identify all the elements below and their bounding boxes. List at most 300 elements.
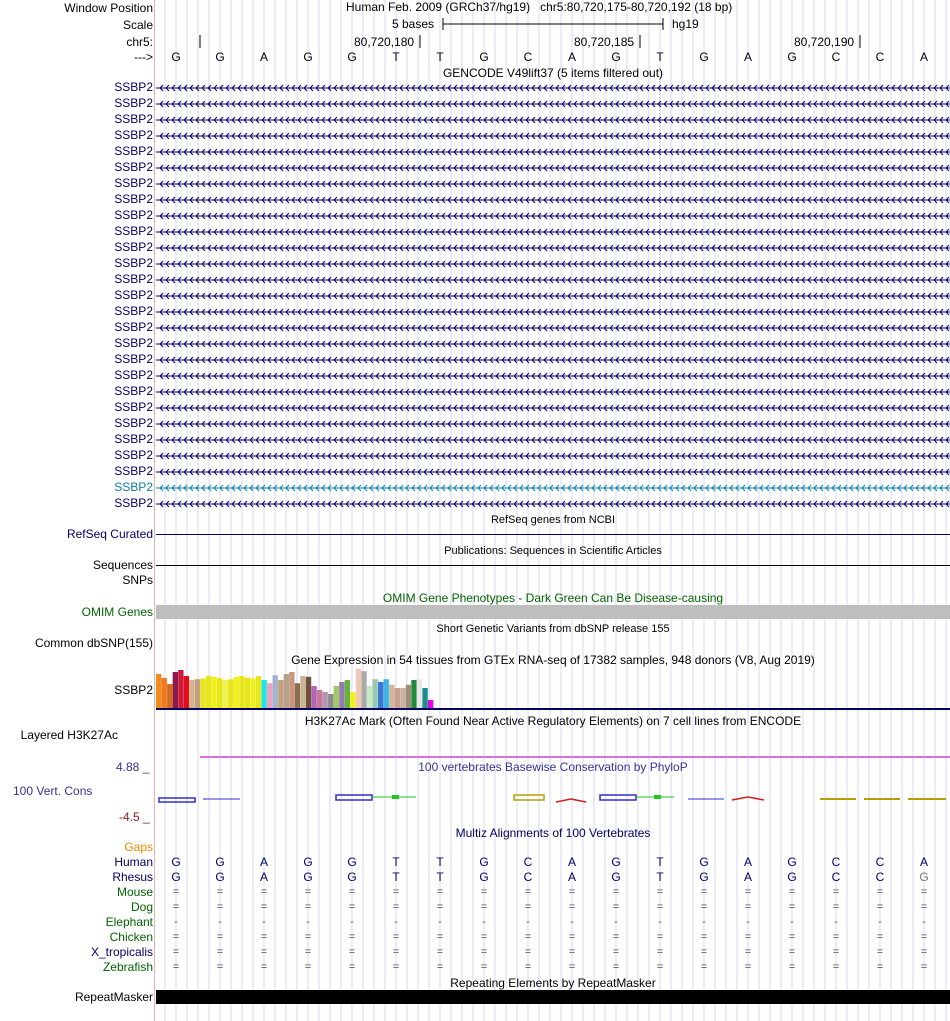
gencode-gene-label[interactable]: SSBP2: [114, 240, 153, 254]
alignment-base: C: [831, 870, 841, 884]
alignment-base: G: [479, 855, 489, 869]
gtex-tissue-bar: [162, 678, 167, 708]
gencode-transcript[interactable]: [156, 432, 950, 446]
alignment-match-marker: =: [480, 946, 488, 958]
alignment-base: G: [611, 870, 621, 884]
alignment-match-marker: =: [656, 886, 664, 898]
alignment-match-marker: =: [392, 946, 400, 958]
gtex-tissue-bar: [228, 679, 233, 708]
gencode-gene-label[interactable]: SSBP2: [114, 448, 153, 462]
omim-title: OMIM Gene Phenotypes - Dark Green Can Be Disease-causing: [382, 591, 724, 605]
alignment-base: T: [436, 855, 444, 869]
gencode-transcript[interactable]: [156, 416, 950, 430]
gencode-gene-label[interactable]: SSBP2: [114, 400, 153, 414]
gencode-transcript[interactable]: [156, 304, 950, 318]
alignment-match-marker: =: [876, 931, 884, 943]
alignment-match-marker: =: [524, 886, 532, 898]
gencode-gene-label[interactable]: SSBP2: [114, 224, 153, 238]
alignment-match-marker: -: [570, 916, 574, 928]
gtex-tissue-bar: [239, 676, 244, 708]
alignment-base: G: [347, 870, 357, 884]
gtex-tissue-bar: [273, 675, 278, 708]
gencode-transcript[interactable]: [156, 224, 950, 238]
alignment-match-marker: =: [612, 886, 620, 898]
alignment-base: C: [875, 855, 885, 869]
phylop-title: 100 vertebrates Basewise Conservation by PhyloP: [418, 760, 688, 774]
gtex-tissue-bar: [178, 670, 183, 708]
alignment-base: G: [787, 855, 797, 869]
gtex-tissue-bar: [206, 676, 211, 708]
coord-label-3: 80,720,190: [794, 35, 855, 49]
gencode-transcript[interactable]: [156, 352, 950, 366]
alignment-base: G: [215, 870, 225, 884]
gtex-label[interactable]: SSBP2: [114, 683, 153, 697]
alignment-match-marker: =: [304, 961, 312, 973]
alignment-base: T: [656, 870, 664, 884]
gencode-gene-label[interactable]: SSBP2: [114, 320, 153, 334]
gtex-tissue-bar: [300, 676, 305, 708]
alignment-match-marker: =: [612, 961, 620, 973]
omim-label[interactable]: OMIM Genes: [81, 605, 153, 619]
alignment-match-marker: =: [788, 886, 796, 898]
multiz-title: Multiz Alignments of 100 Vertebrates: [455, 826, 651, 840]
gencode-gene-label[interactable]: SSBP2: [114, 192, 153, 206]
gtex-track[interactable]: [156, 667, 950, 711]
alignment-match-marker: =: [700, 961, 708, 973]
gencode-gene-label[interactable]: SSBP2: [114, 128, 153, 142]
sequence-base: G: [699, 50, 709, 64]
alignment-match-marker: -: [350, 916, 354, 928]
gencode-gene-label[interactable]: SSBP2: [114, 176, 153, 190]
gtex-tissue-bar: [189, 680, 194, 708]
species-label[interactable]: Elephant: [105, 915, 153, 929]
alignment-match-marker: =: [612, 931, 620, 943]
gtex-tissue-bar: [339, 682, 344, 708]
sequences-label[interactable]: Sequences: [92, 558, 153, 572]
gencode-transcript[interactable]: [156, 240, 950, 254]
alignment-match-marker: =: [656, 931, 664, 943]
alignment-base: G: [347, 855, 357, 869]
gtex-tissue-bar: [256, 676, 261, 708]
alignment-match-marker: -: [658, 916, 662, 928]
alignment-match-marker: =: [876, 901, 884, 913]
alignment-match-marker: =: [172, 961, 180, 973]
alignment-match-marker: =: [436, 961, 444, 973]
gtex-tissue-bar: [428, 700, 433, 708]
alignment-match-marker: -: [438, 916, 442, 928]
species-label[interactable]: Zebrafish: [102, 960, 153, 974]
alignment-match-marker: =: [920, 946, 928, 958]
gencode-transcript[interactable]: [156, 448, 950, 462]
alignment-match-marker: -: [526, 916, 530, 928]
gencode-gene-label[interactable]: SSBP2: [114, 416, 153, 430]
strand-label: --->: [134, 50, 153, 64]
gencode-gene-label[interactable]: SSBP2: [114, 160, 153, 174]
alignment-match-marker: =: [348, 901, 356, 913]
sequence-base: G: [611, 50, 621, 64]
gtex-tissue-bar: [400, 688, 405, 708]
alignment-match-marker: =: [480, 961, 488, 973]
gencode-gene-label[interactable]: SSBP2: [114, 288, 153, 302]
h3k27ac-title: H3K27Ac Mark (Often Found Near Active Regulatory Elements) on 7 cell lines from ENCODE: [304, 714, 802, 728]
gtex-tissue-bar: [384, 679, 389, 708]
alignment-match-marker: -: [834, 916, 838, 928]
sequence-base: C: [875, 50, 885, 64]
sequence-base: T: [436, 50, 444, 64]
alignment-base: G: [787, 870, 797, 884]
alignment-match-marker: =: [436, 931, 444, 943]
alignment-base: A: [919, 855, 928, 869]
alignment-match-marker: =: [832, 901, 840, 913]
gencode-transcript[interactable]: [156, 464, 950, 478]
alignment-match-marker: =: [480, 886, 488, 898]
gtex-tissue-bar: [184, 676, 189, 708]
gtex-tissue-bar: [284, 674, 289, 708]
gencode-transcript[interactable]: [156, 144, 950, 158]
alignment-match-marker: =: [876, 946, 884, 958]
alignment-base: A: [259, 870, 268, 884]
alignment-match-marker: =: [260, 901, 268, 913]
alignment-base: A: [743, 870, 752, 884]
sequence-base: T: [656, 50, 664, 64]
alignment-match-marker: =: [304, 901, 312, 913]
alignment-match-marker: =: [436, 886, 444, 898]
alignment-match-marker: =: [260, 886, 268, 898]
alignment-base: C: [523, 870, 533, 884]
alignment-match-marker: -: [614, 916, 618, 928]
alignment-match-marker: =: [304, 886, 312, 898]
coord-label-2: 80,720,185: [574, 35, 635, 49]
alignment-match-marker: =: [480, 931, 488, 943]
gtex-tissue-bar: [200, 678, 205, 708]
phylop-label[interactable]: 100 Vert. Cons: [13, 784, 93, 798]
alignment-match-marker: =: [920, 886, 928, 898]
alignment-base: T: [436, 870, 444, 884]
alignment-match-marker: =: [568, 961, 576, 973]
alignment-match-marker: -: [746, 916, 750, 928]
gtex-tissue-bar: [345, 680, 350, 708]
gtex-tissue-bar: [234, 677, 239, 708]
gencode-gene-label[interactable]: SSBP2: [114, 256, 153, 270]
alignment-match-marker: =: [216, 961, 224, 973]
scale-label: Scale: [122, 18, 153, 32]
alignment-match-marker: =: [260, 946, 268, 958]
phylop-min: -4.5 _: [119, 810, 150, 824]
position-text[interactable]: chr5:80,720,175-80,720,192 (18 bp): [540, 0, 733, 14]
gtex-tissue-bar: [328, 694, 333, 708]
sequence-base: G: [303, 50, 313, 64]
db-label: hg19: [672, 17, 699, 31]
alignment-match-marker: =: [436, 946, 444, 958]
gtex-tissue-bar: [223, 680, 228, 708]
alignment-match-marker: =: [568, 946, 576, 958]
alignment-base: A: [567, 855, 576, 869]
alignment-match-marker: =: [524, 901, 532, 913]
alignment-match-marker: =: [216, 946, 224, 958]
omim-track[interactable]: [156, 605, 950, 619]
species-label[interactable]: X_tropicalis: [90, 945, 153, 959]
gencode-gene-label[interactable]: SSBP2: [114, 384, 153, 398]
alignment-match-marker: -: [702, 916, 706, 928]
alignment-match-marker: =: [832, 886, 840, 898]
gtex-tissue-bar: [334, 686, 339, 708]
sequence-base: G: [215, 50, 225, 64]
gencode-gene-label[interactable]: SSBP2: [114, 144, 153, 158]
gtex-tissue-bar: [173, 672, 178, 708]
alignment-base: T: [392, 855, 400, 869]
alignment-match-marker: -: [878, 916, 882, 928]
scale-text: 5 bases: [392, 17, 435, 31]
alignment-match-marker: =: [172, 931, 180, 943]
refseq-track[interactable]: [156, 534, 950, 535]
gencode-gene-label[interactable]: SSBP2: [114, 432, 153, 446]
alignment-match-marker: =: [832, 961, 840, 973]
alignment-match-marker: =: [392, 901, 400, 913]
gencode-gene-label[interactable]: SSBP2: [114, 336, 153, 350]
gtex-tissue-bar: [278, 680, 283, 708]
gencode-transcript[interactable]: [156, 320, 950, 334]
sequence-base: A: [259, 50, 268, 64]
repeatmasker-track[interactable]: [156, 990, 950, 1004]
alignment-match-marker: =: [744, 961, 752, 973]
gtex-tissue-bar: [389, 685, 394, 708]
alignment-base: A: [567, 870, 576, 884]
species-label[interactable]: Mouse: [116, 885, 153, 899]
alignment-match-marker: -: [790, 916, 794, 928]
alignment-base: C: [831, 855, 841, 869]
alignment-match-marker: =: [568, 886, 576, 898]
gencode-gene-label[interactable]: SSBP2: [114, 480, 153, 494]
phylop-track[interactable]: [156, 790, 950, 810]
gtex-tissue-bar: [395, 688, 400, 708]
gtex-tissue-bar: [295, 683, 300, 708]
alignment-base: G: [479, 870, 489, 884]
alignment-base: A: [743, 855, 752, 869]
gencode-gene-label[interactable]: SSBP2: [114, 208, 153, 222]
window-position-label: Window Position: [64, 1, 153, 15]
gencode-gene-label[interactable]: SSBP2: [114, 304, 153, 318]
gencode-gene-label[interactable]: SSBP2: [114, 272, 153, 286]
gencode-transcript[interactable]: [156, 176, 950, 190]
sequence-base: G: [171, 50, 181, 64]
gencode-transcript[interactable]: [156, 400, 950, 414]
alignment-match-marker: =: [656, 946, 664, 958]
gencode-title: GENCODE V49lift37 (5 items filtered out): [442, 66, 664, 80]
gencode-transcript[interactable]: [156, 288, 950, 302]
gtex-tissue-bar: [317, 690, 322, 708]
alignment-base: G: [611, 855, 621, 869]
gtex-tissue-bar: [195, 679, 200, 708]
gencode-transcript[interactable]: [156, 384, 950, 398]
sequence-base: C: [523, 50, 533, 64]
alignment-match-marker: =: [480, 901, 488, 913]
gtex-tissue-bar: [356, 669, 361, 708]
snps-label[interactable]: SNPs: [122, 573, 153, 587]
refseq-label[interactable]: RefSeq Curated: [66, 527, 153, 541]
alignment-match-marker: =: [392, 886, 400, 898]
alignment-match-marker: -: [922, 916, 926, 928]
gencode-transcript[interactable]: [156, 192, 950, 206]
alignment-match-marker: =: [348, 946, 356, 958]
species-label[interactable]: Dog: [130, 900, 153, 914]
sequence-base: A: [567, 50, 576, 64]
repeatmasker-label[interactable]: RepeatMasker: [74, 990, 153, 1004]
alignment-match-marker: =: [216, 931, 224, 943]
alignment-match-marker: =: [656, 901, 664, 913]
alignment-base: G: [215, 855, 225, 869]
alignment-match-marker: =: [524, 946, 532, 958]
alignment-match-marker: =: [524, 931, 532, 943]
alignment-match-marker: =: [744, 946, 752, 958]
gencode-gene-label[interactable]: SSBP2: [114, 352, 153, 366]
alignment-match-marker: =: [920, 901, 928, 913]
alignment-match-marker: =: [612, 946, 620, 958]
alignment-match-marker: =: [172, 901, 180, 913]
sequence-base: C: [831, 50, 841, 64]
species-label[interactable]: Rhesus: [112, 870, 153, 884]
assembly-title: [346, 0, 732, 14]
alignment-match-marker: =: [348, 961, 356, 973]
gtex-tissue-bar: [311, 686, 316, 708]
alignment-match-marker: =: [788, 931, 796, 943]
dbsnp-title: Short Genetic Variants from dbSNP release 155: [436, 623, 670, 635]
alignment-match-marker: =: [524, 961, 532, 973]
alignment-base: G: [919, 870, 929, 884]
gtex-tissue-bar: [261, 680, 266, 708]
assembly-name: Human Feb. 2009 (GRCh37/hg19): [346, 0, 531, 14]
alignment-match-marker: =: [656, 961, 664, 973]
gtex-tissue-bar: [323, 692, 328, 708]
alignment-match-marker: -: [394, 916, 398, 928]
alignment-base: C: [875, 870, 885, 884]
gtex-tissue-bar: [406, 685, 411, 708]
gencode-gene-label[interactable]: SSBP2: [114, 80, 153, 94]
alignment-match-marker: =: [172, 886, 180, 898]
alignment-match-marker: =: [788, 901, 796, 913]
alignment-match-marker: -: [218, 916, 222, 928]
gencode-transcript[interactable]: [156, 96, 950, 110]
alignment-match-marker: =: [436, 901, 444, 913]
repeatmasker-title: Repeating Elements by RepeatMasker: [450, 976, 656, 990]
gencode-gene-label[interactable]: SSBP2: [114, 464, 153, 478]
alignment-match-marker: =: [568, 901, 576, 913]
gencode-transcript[interactable]: [156, 128, 950, 142]
species-label[interactable]: Human: [114, 855, 153, 869]
gtex-tissue-bar: [250, 678, 255, 708]
alignment-match-marker: =: [788, 946, 796, 958]
alignment-match-marker: =: [920, 931, 928, 943]
dbsnp-label[interactable]: Common dbSNP(155): [34, 636, 153, 650]
alignment-match-marker: -: [174, 916, 178, 928]
alignment-base: G: [699, 855, 709, 869]
alignment-base: G: [303, 870, 313, 884]
alignment-match-marker: -: [482, 916, 486, 928]
gtex-tissue-bar: [422, 688, 427, 708]
alignment-match-marker: =: [876, 961, 884, 973]
alignment-base: T: [656, 855, 664, 869]
gencode-transcript[interactable]: [156, 496, 950, 510]
alignment-match-marker: =: [788, 961, 796, 973]
gencode-gene-label[interactable]: SSBP2: [114, 496, 153, 510]
gtex-tissue-bar: [411, 680, 416, 708]
alignment-match-marker: =: [700, 946, 708, 958]
alignment-match-marker: -: [262, 916, 266, 928]
alignment-base: G: [171, 870, 181, 884]
refseq-title: RefSeq genes from NCBI: [490, 514, 616, 526]
species-label[interactable]: Chicken: [109, 930, 153, 944]
alignment-base: G: [171, 855, 181, 869]
gtex-title: Gene Expression in 54 tissues from GTEx RNA-seq of 17382 samples, 948 donors (V8, Aug 2019): [291, 653, 815, 667]
alignment-base: G: [303, 855, 313, 869]
alignment-match-marker: =: [260, 961, 268, 973]
alignment-match-marker: =: [920, 961, 928, 973]
alignment-match-marker: =: [304, 931, 312, 943]
gencode-gene-label[interactable]: SSBP2: [114, 96, 153, 110]
gencode-transcript[interactable]: [156, 336, 950, 350]
gtex-tissue-bar: [245, 678, 250, 708]
sequence-base: G: [347, 50, 357, 64]
sequence-base: G: [479, 50, 489, 64]
gencode-transcript[interactable]: [156, 368, 950, 382]
alignment-match-marker: =: [568, 931, 576, 943]
alignment-match-marker: =: [700, 886, 708, 898]
alignment-match-marker: =: [348, 886, 356, 898]
alignment-match-marker: =: [700, 931, 708, 943]
gencode-gene-label[interactable]: SSBP2: [114, 368, 153, 382]
gtex-tissue-bar: [350, 692, 355, 708]
gtex-tissue-bar: [361, 671, 366, 708]
gencode-transcript[interactable]: [156, 272, 950, 286]
h3k27ac-track[interactable]: [200, 756, 950, 758]
alignment-match-marker: =: [172, 946, 180, 958]
alignment-match-marker: =: [260, 931, 268, 943]
gencode-gene-label[interactable]: SSBP2: [114, 112, 153, 126]
gencode-transcript[interactable]: [156, 480, 950, 494]
gtex-tissue-bar: [372, 679, 377, 708]
alignment-match-marker: -: [306, 916, 310, 928]
gtex-tissue-bar: [156, 674, 161, 708]
h3k27ac-label[interactable]: Layered H3K27Ac: [20, 728, 118, 742]
sequence-base: A: [919, 50, 928, 64]
alignment-match-marker: =: [876, 886, 884, 898]
alignment-base: C: [523, 855, 533, 869]
scale-bar: [440, 16, 670, 32]
gtex-tissue-bar: [267, 683, 272, 708]
gencode-transcript[interactable]: [156, 112, 950, 126]
publications-track[interactable]: [156, 565, 950, 566]
publications-title: Publications: Sequences in Scientific Articles: [444, 545, 662, 557]
alignment-match-marker: =: [832, 931, 840, 943]
gtex-tissue-bar: [212, 677, 217, 708]
gtex-tissue-bar: [167, 684, 172, 708]
chrom-label: chr5:: [126, 35, 153, 49]
alignment-match-marker: =: [744, 901, 752, 913]
gaps-label[interactable]: Gaps: [124, 840, 153, 854]
alignment-match-marker: =: [216, 901, 224, 913]
gencode-transcript[interactable]: [156, 80, 950, 94]
sequence-base: G: [787, 50, 797, 64]
gencode-transcript[interactable]: [156, 208, 950, 222]
alignment-match-marker: =: [744, 886, 752, 898]
alignment-base: A: [259, 855, 268, 869]
gencode-transcript[interactable]: [156, 256, 950, 270]
gencode-transcript[interactable]: [156, 160, 950, 174]
alignment-match-marker: =: [700, 901, 708, 913]
label-divider: [154, 0, 155, 1021]
gtex-tissue-bar: [289, 672, 294, 708]
alignment-match-marker: =: [392, 961, 400, 973]
alignment-base: T: [392, 870, 400, 884]
